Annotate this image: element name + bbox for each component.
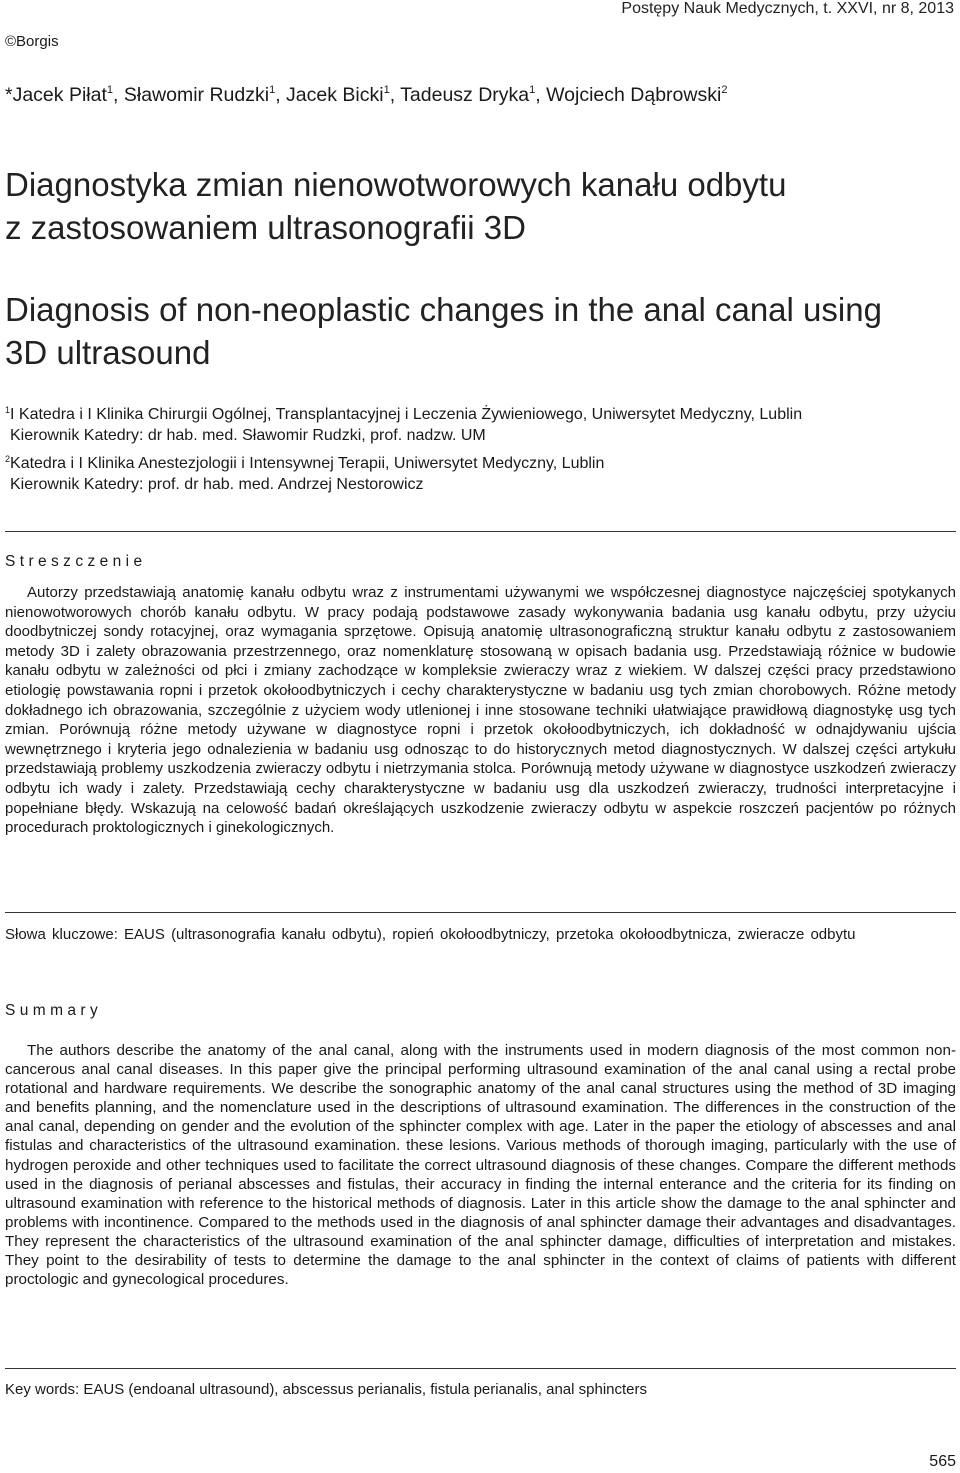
affiliation-mark: 2 (5, 454, 11, 464)
title-line: 3D ultrasound (5, 334, 211, 371)
author-separator: , (535, 84, 547, 106)
author-name: Jacek Bicki (286, 84, 384, 106)
author-affiliation-mark: 1 (269, 84, 276, 96)
keywords-polish: Słowa kluczowe: EAUS (ultrasonografia kanału odbytu), ropień okołoodbytniczy, przetoka okołoodbytnicza, zwieracze odbytu (5, 926, 856, 943)
affiliation-1 (5, 404, 955, 446)
author-affiliation-mark: 2 (721, 84, 728, 96)
keywords-english: Key words: EAUS (endoanal ultrasound), abscessus perianalis, fistula perianalis, anal sphincters (5, 1381, 648, 1398)
author-affiliation-mark: 1 (529, 84, 536, 96)
title-line: Diagnosis of non-neoplastic changes in the anal canal using (5, 291, 882, 328)
author-affiliation-mark: 1 (383, 84, 390, 96)
section-divider (5, 912, 956, 913)
author-separator: , (389, 84, 401, 106)
abstract-heading-english: Summary (5, 1002, 103, 1019)
affiliation-head: Kierownik Katedry: prof. dr hab. med. Andrzej Nestorowicz (10, 476, 424, 493)
author-name: Wojciech Dąbrowski (546, 84, 722, 106)
affiliation-2 (5, 453, 955, 495)
author-name: *Jacek Piłat (5, 84, 107, 106)
section-divider (5, 531, 956, 532)
abstract-polish: Autorzy przedstawiają anatomię kanału odbytu wraz z instrumentami używanymi we współczesnej diagnostyce najczęściej spotykanych nienowotworowych chorób kanału odbytu. W pracy podają podstawowe zasady wykonywania badania usg kanału odbytu, przy użyciu doodbytniczej sondy rotacyjnej, oraz wymagania sprzętowe. Opisują anatomię ultrasonograficzną struktur kanału odbytu z zastosowaniem metody 3D i zalety obrazowania przestrzennego, oraz nomenklaturę stosowaną w opisach badania usg. Przedstawiają różnice w budowie kanału odbytu w zależności od płci i zmiany zachodzące w kompleksie zwieraczy wraz z wiekiem. W dalszej części pracy przedstawiono etiologię powstawania ropni i przetok okołoodbytniczych i cechy charakterystyczne w badaniu usg tych zmian chorobowych. Różne metody dokładnego ich obrazowania, szczególnie z użyciem wody utlenionej i inne stosowane techniki ułatwiające prawidłową diagnostykę usg tych zmian. Porównują różne metody używane w diagnostyce ropni i przetok okołoodbytniczych, ich dokładność w odnajdywaniu ujścia wewnętrznego i kryteria jego odnalezienia w badaniu usg odnosząc to do historycznych metod diagnostycznych. W dalszej części artykułu przedstawiają problemy uszkodzenia zwieraczy odbytu i nietrzymania stolca. Porównują metody używane w diagnostyce uszkodzeń zwieraczy odbytu ich wady i zalety. Przedstawiają cechy charakterystyczne w badaniu usg dla uszkodzeń zwieraczy, trudności interpretacyjne i popełniane błędy. Wskazują na celowość badań określających uszkodzenie zwieraczy odbytu w aspekcie roszczeń pacjentów po różnych procedurach proktologicznych i ginekologicznych. (5, 584, 956, 837)
author-separator: , (113, 84, 124, 106)
article-title-polish (5, 163, 955, 249)
author-name: Sławomir Rudzki (123, 84, 270, 106)
section-divider (5, 1368, 956, 1369)
publisher-label: ©Borgis (5, 33, 59, 50)
affiliation-institution: I Katedra i I Klinika Chirurgii Ogólnej, Transplantacyjnej i Leczenia Żywieniowego, Uniwersytet Medyczny, Lublin (10, 406, 803, 423)
author-name: Tadeusz Dryka (400, 84, 530, 106)
page-number: 565 (929, 1453, 956, 1470)
author-list (5, 84, 727, 107)
affiliation-mark: 1 (5, 405, 11, 415)
journal-header: Postępy Nauk Medycznych, t. XXVI, nr 8, 2013 (621, 0, 954, 17)
abstract-english: The authors describe the anatomy of the anal canal, along with the instruments used in modern diagnosis of the most common non-cancerous anal canal diseases. In this paper give the principal performing ultrasound examination of the anal canal using a rectal probe rotational and hardware requirements. We describe the sonographic anatomy of the anal canal structures using the method of 3D imaging and benefits planning, and the nomenclature used in the descriptions of ultrasound examination. The differences in the construction of the anal canal, depending on gender and the evolution of the sphincter complex with age. Later in the paper the etiology of abscesses and anal fistulas and characteristics of the ultrasound examination. these lesions. Various methods of thorough imaging, particularly with the use of hydrogen peroxide and other techniques used to facilitate the correct ultrasound diagnosis of these changes. Compare the different methods used in the diagnosis of perianal abscesses and fistulas, their accuracy in finding the internal enterance and the criteria for its finding on ultrasound examination with reference to the historical methods of diagnosis. Later in this article show the damage to the anal sphincter and problems with incontinence. Compared to the methods used in the diagnosis of anal sphincter damage their advantages and disadvantages. They represent the characteristics of the ultrasound examination of the anal sphincter damage, difficulties of interpretation and mistakes. They point to the desirability of tests to determine the damage to the anal sphincter in the context of claims of patients with different proctologic and gynecological procedures. (5, 1042, 956, 1289)
affiliation-head: Kierownik Katedry: dr hab. med. Sławomir Rudzki, prof. nadzw. UM (10, 427, 486, 444)
author-separator: , (275, 84, 287, 106)
affiliation-institution: Katedra i I Klinika Anestezjologii i Intensywnej Terapii, Uniwersytet Medyczny, Lublin (10, 455, 605, 472)
abstract-heading-polish: Streszczenie (5, 553, 147, 570)
title-line: Diagnostyka zmian nienowotworowych kanału odbytu (5, 166, 787, 203)
title-line: z zastosowaniem ultrasonografii 3D (5, 209, 526, 246)
article-title-english (5, 288, 955, 374)
author-affiliation-mark: 1 (106, 84, 114, 96)
